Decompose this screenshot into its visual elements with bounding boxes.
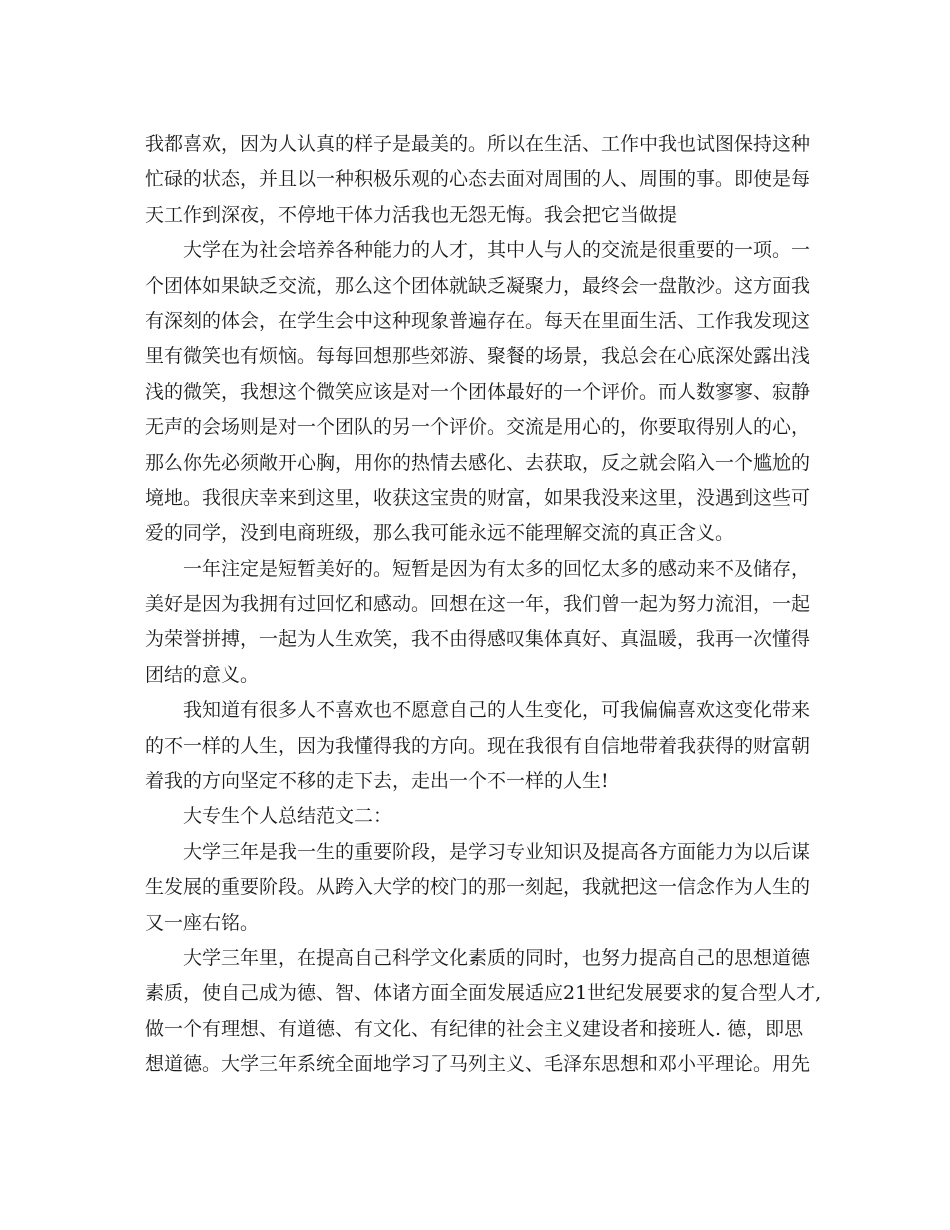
text-line: 无声的会场则是对一个团队的另一个评价。交流是用心的，你要取得别人的心， [145,416,811,439]
paragraph-first-line: 大学三年是我一生的重要阶段，是学习专业知识及提高各方面能力为以后谋 [183,840,811,863]
paragraph-first-line: 一年注定是短暂美好的。短暂是因为有太多的回忆太多的感动来不及储存， [183,557,811,580]
paragraph-first-line: 我知道有很多人不喜欢也不愿意自己的人生变化，可我偏偏喜欢这变化带来 [183,699,811,722]
text-line: 那么你先必须敞开心胸，用你的热情去感化、去获取，反之就会陷入一个尴尬的 [145,451,811,474]
text-line: 美好是因为我拥有过回忆和感动。回想在这一年，我们曾一起为努力流泪，一起 [145,593,811,616]
paragraph-first-line: 大专生个人总结范文二： [183,805,393,828]
text-line: 又一座右铭。 [145,911,260,934]
text-line: 有深刻的体会，在学生会中这种现象普遍存在。每天在里面生活、工作我发现这 [145,309,811,332]
text-line: 浅的微笑，我想这个微笑应该是对一个团体最好的一个评价。而人数寥寥、寂静 [145,380,811,403]
text-line: 想道德。大学三年系统全面地学习了马列主义、毛泽东思想和邓小平理论。用先 [145,1053,811,1076]
text-line: 为荣誉拼搏，一起为人生欢笑，我不由得感叹集体真好、真温暖，我再一次懂得 [145,628,811,651]
paragraph-first-line: 大学三年里，在提高自己科学文化素质的同时，也努力提高自己的思想道德 [183,946,811,969]
text-line: 团结的意义。 [145,663,260,686]
text-line: 天工作到深夜，不停地干体力活我也无怨无悔。我会把它当做提 [145,203,678,226]
text-line: 爱的同学，没到电商班级，那么我可能永远不能理解交流的真正含义。 [145,522,735,545]
text-line: 忙碌的状态，并且以一种积极乐观的心态去面对周围的人、周围的事。即使是每 [145,168,811,191]
text-line: 着我的方向坚定不移的走下去，走出一个不一样的人生! [145,770,609,793]
text-line: 的不一样的人生，因为我懂得我的方向。现在我很有自信地带着我获得的财富朝 [145,734,811,757]
text-line: 生发展的重要阶段。从跨入大学的校门的那一刻起，我就把这一信念作为人生的 [145,876,811,899]
text-line: 境地。我很庆幸来到这里，收获这宝贵的财富，如果我没来这里，没遇到这些可 [145,486,811,509]
text-line: 个团体如果缺乏交流，那么这个团体就缺乏凝聚力，最终会一盘散沙。这方面我 [145,274,811,297]
text-line: 素质，使自己成为德、智、体诸方面全面发展适应21世纪发展要求的复合型人才, [145,982,822,1005]
text-line: 做一个有理想、有道德、有文化、有纪律的社会主义建设者和接班人. 德，即思 [145,1017,804,1040]
document-body [145,127,822,1083]
text-line: 里有微笑也有烦恼。每每回想那些郊游、聚餐的场景，我总会在心底深处露出浅 [145,345,811,368]
paragraph-first-line: 大学在为社会培养各种能力的人才，其中人与人的交流是很重要的一项。一 [183,239,811,262]
text-line: 我都喜欢，因为人认真的样子是最美的。所以在生活、工作中我也试图保持这种 [145,133,811,155]
